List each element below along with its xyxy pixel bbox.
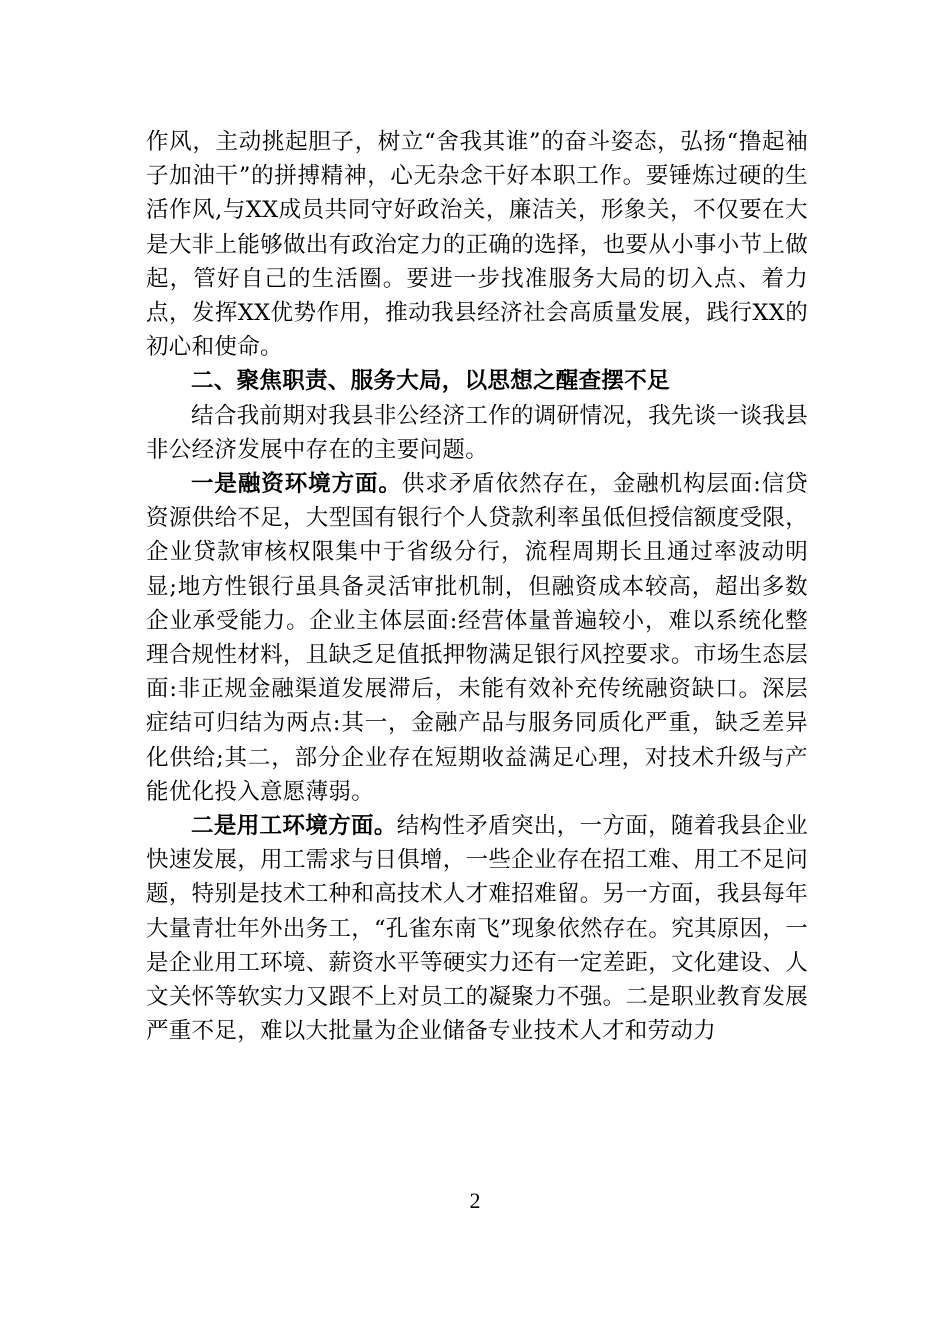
paragraph-text: 结构性矛盾突出，一方面，随着我县企业快速发展，用工需求与日俱增，一些企业存在招工难、用工不足问题，特别是技术工种和高技术人才难招难留。另一方面，我县每年大量青壮年外出务工，“孔雀东南飞”现象依然存在。究其原因，一是企业用工环境、薪资水平等硬实力还有一定差距，文化建设、人文关怀等软实力又跟不上对员工的凝聚力不强。二是职业教育发展严重不足，难以大批量为企业储备专业技术人才和劳动力	[146, 813, 809, 1045]
paragraph-text: 作风，主动挑起胆子，树立“舍我其谁”的奋斗姿态，弘扬“撸起袖子加油干”的拼搏精神，心无杂念干好本职工作。要锤炼过硬的生活作风,与XX成员共同守好政治关，廉洁关，形象关，不仅要在大是大非上能够做出有政治定力的正确的选择，也要从小事小节上做起，管好自己的生活圈。要进一步找准服务大局的切入点、着力点，发挥XX优势作用，推动我县经济社会高质量发展，践行XX的初心和使命。	[146, 129, 808, 361]
paragraph-continuation	[146, 125, 808, 364]
document-body	[146, 125, 808, 1048]
paragraph-text: 供求矛盾依然存在，金融机构层面:信贷资源供给不足，大型国有银行个人贷款利率虽低但授信额度受限，企业贷款审核权限集中于省级分行，流程周期长且通过率波动明显;地方性银行虽具备灵活审批机制，但融资成本较高，超出多数企业承受能力。企业主体层面:经营体量普遍较小，难以系统化整理合规性材料，且缺乏足值抵押物满足银行风控要求。市场生态层面:非正规金融渠道发展滞后，未能有效补充传统融资缺口。深层症结可归结为两点:其一，金融产品与服务同质化严重，缺乏差异化供给;其二，部分企业存在短期收益满足心理，对技术升级与产能优化投入意愿薄弱。	[146, 471, 809, 805]
paragraph-financing	[146, 467, 808, 809]
section-heading: 二、聚焦职责、服务大局，以思想之醒查摆不足	[191, 368, 670, 395]
page-number: 2	[469, 1188, 481, 1213]
paragraph-lead: 一是融资环境方面。	[191, 471, 402, 498]
paragraph-employment	[146, 809, 808, 1048]
paragraph-intro	[146, 399, 808, 467]
paragraph-lead: 二是用工环境方面。	[191, 813, 397, 840]
paragraph-text: 结合我前期对我县非公经济工作的调研情况，我先谈一谈我县非公经济发展中存在的主要问题。	[146, 402, 808, 463]
